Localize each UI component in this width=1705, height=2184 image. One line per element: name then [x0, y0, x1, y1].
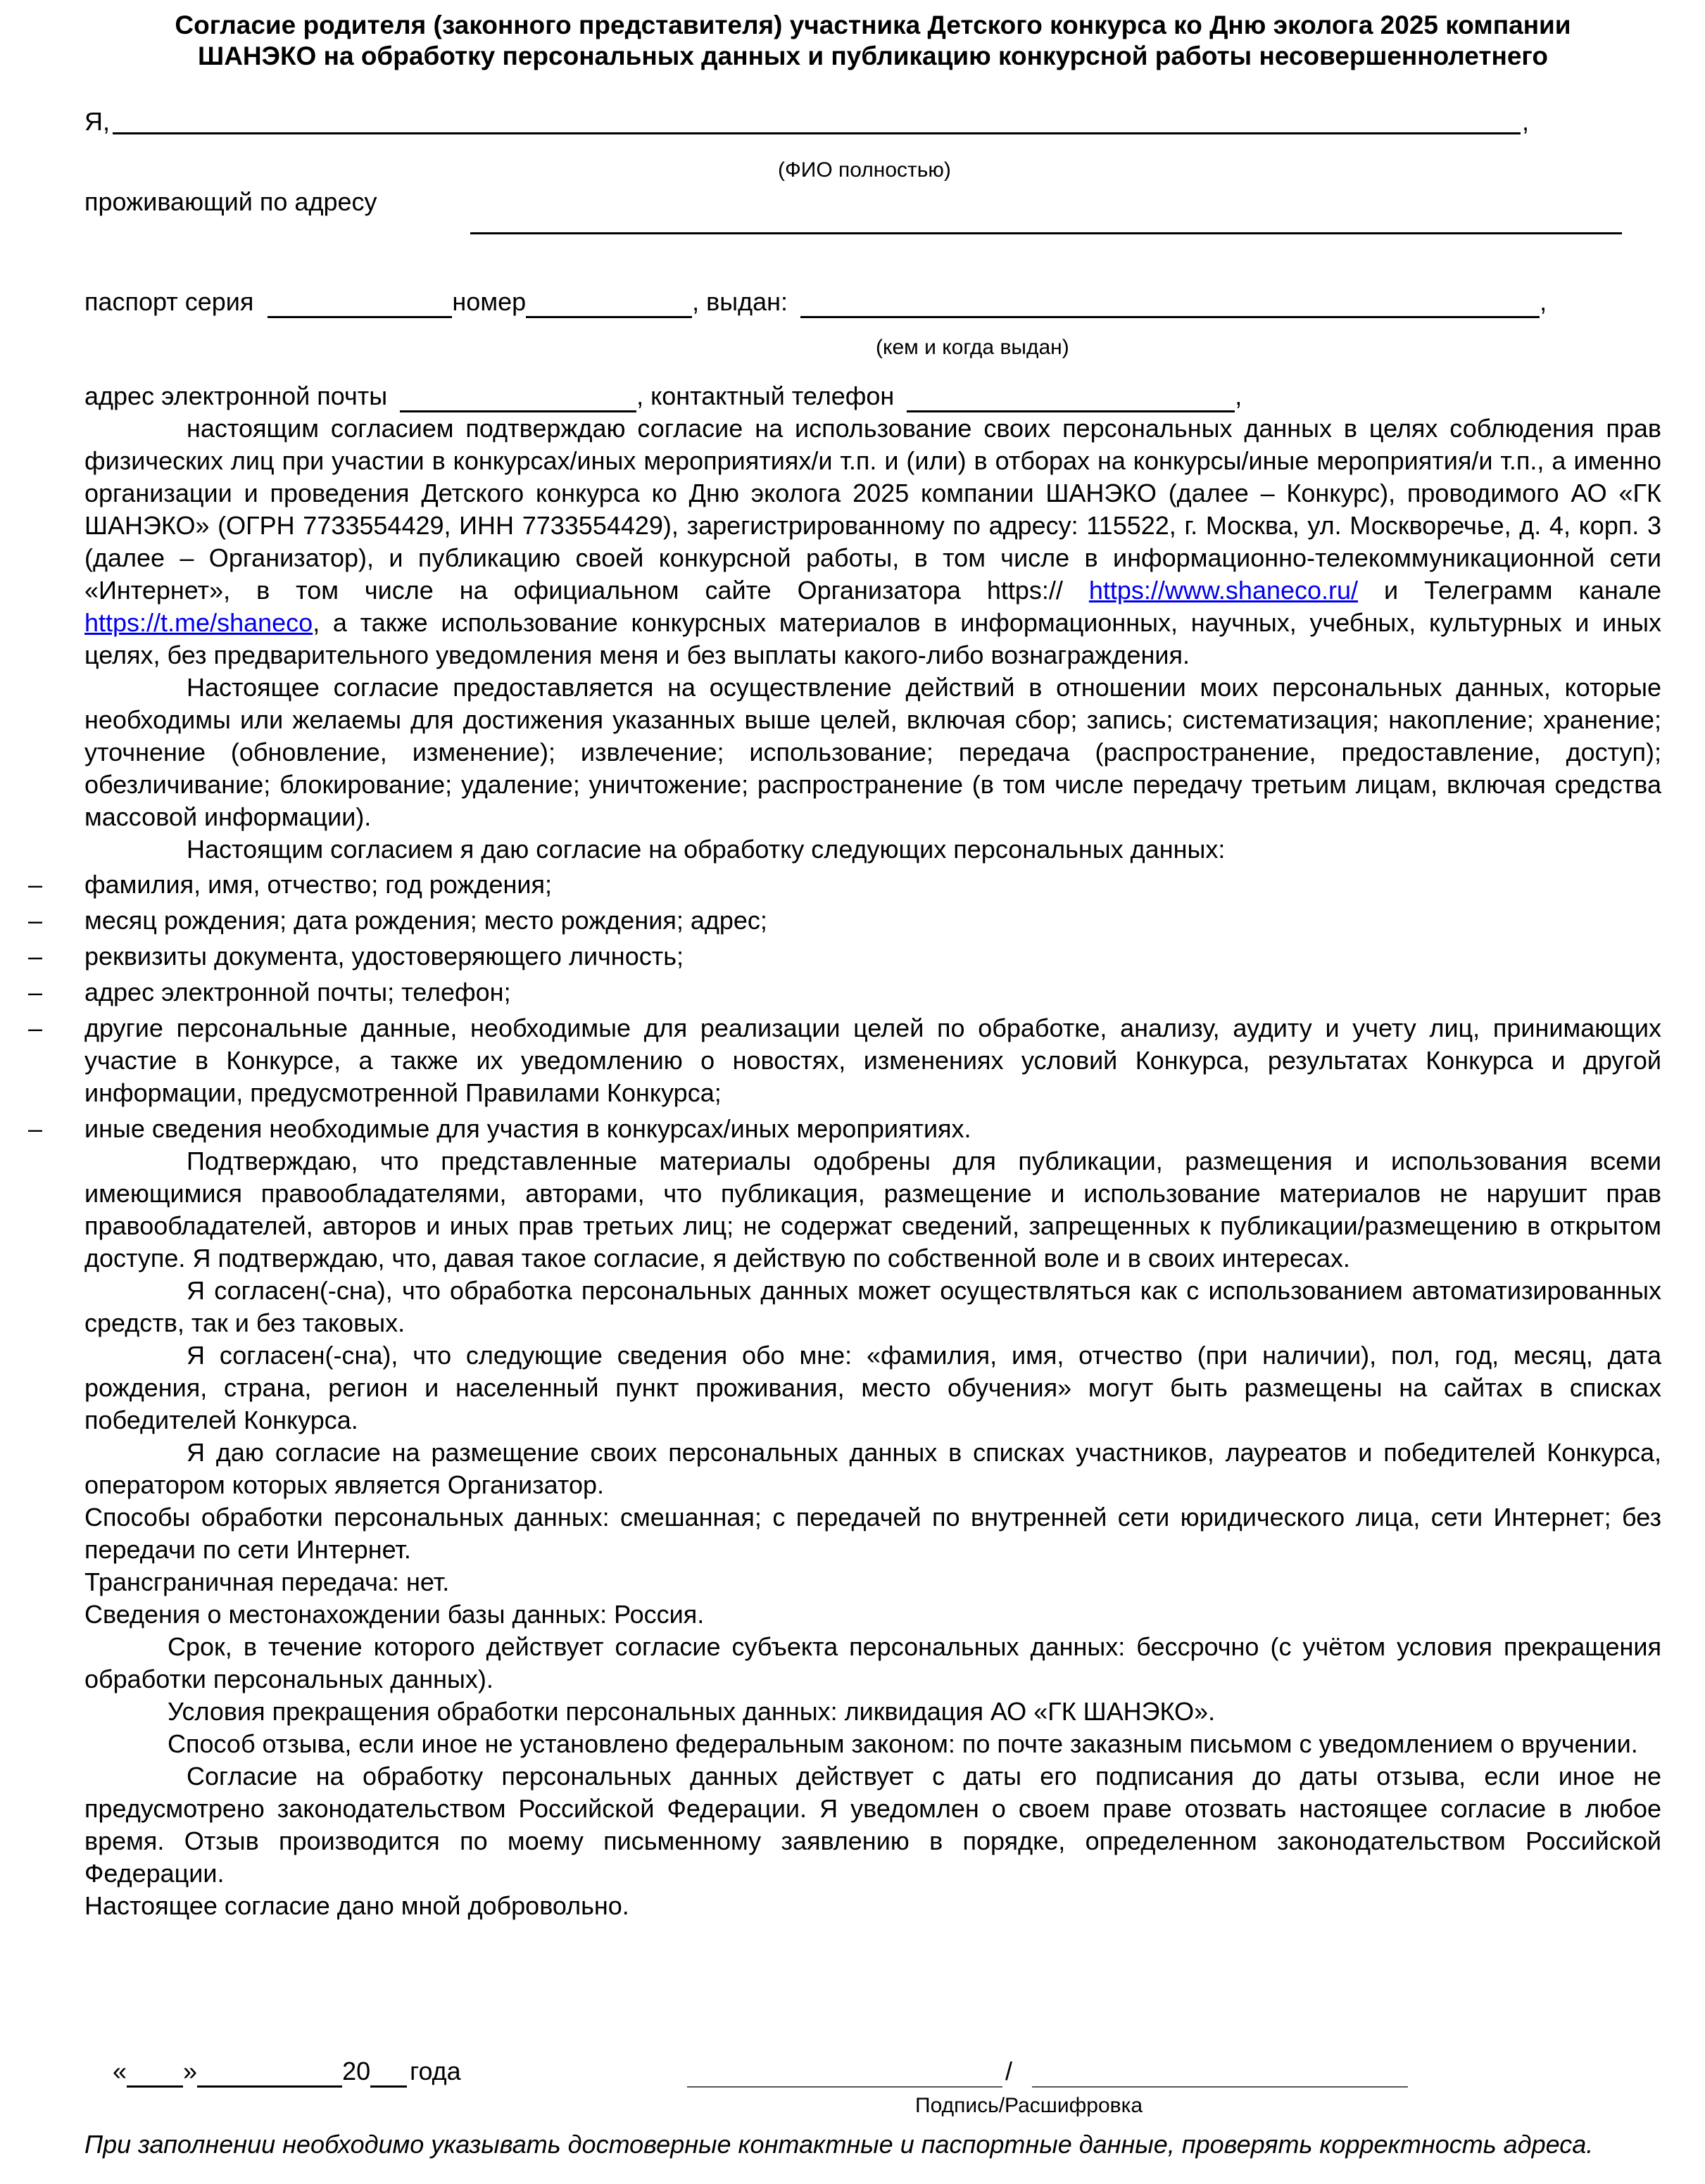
list-item: [28, 940, 1661, 973]
purpose-text-c: , а также использование конкурсных материалов в информационных, научных, учебных, культурных и иных целях, без предварительного уведомления меня и без выплаты какого-либо вознаграждения.: [84, 608, 1661, 669]
passport-issued-label: , выдан:: [692, 287, 788, 316]
consent-body: [28, 412, 1661, 1922]
purpose-text-b: и Телеграмм канале: [1384, 576, 1661, 605]
paragraph-lists: Я даю согласие на размещение своих персональных данных в списках участников, лауреатов и победителей Конкурса, оператором которых является Организатор.: [84, 1438, 1661, 1499]
fio-row: [84, 106, 110, 138]
paragraph-validity: Согласие на обработку персональных данных действует с даты его подписания до даты отзыва, если иное не предусмотрено законодательством Российской Федерации. Я уведомлен о своем праве отозвать настоящее согласие в любое время. Отзыв производится по моему письменному заявлению в порядке, определенном законодательством Российской Федерации.: [84, 1762, 1661, 1888]
month-field[interactable]: [197, 2063, 342, 2088]
phone-field[interactable]: [907, 388, 1235, 412]
paragraph-term: Срок, в течение которого действует согласие субъекта персональных данных: бессрочно (с учётом условия прекращения обработки персональных данных).: [84, 1632, 1661, 1693]
fio-caption: (ФИО полностью): [778, 158, 951, 182]
phone-comma: ,: [1235, 381, 1242, 410]
contacts-row: [84, 380, 1242, 412]
passport-series-field[interactable]: [268, 293, 452, 318]
passport-number-label: номер: [452, 287, 527, 316]
paragraph-termination: Условия прекращения обработки персональных данных: ликвидация АО «ГК ШАНЭКО».: [168, 1697, 1216, 1726]
fio-comma: ,: [1522, 107, 1530, 136]
list-item: [28, 976, 1661, 1009]
year-prefix: 20: [342, 2057, 371, 2085]
email-label: адрес электронной почты: [84, 381, 388, 410]
ya-label: Я,: [84, 107, 110, 136]
list-item: [28, 1012, 1661, 1109]
dash-marker: –: [28, 870, 43, 899]
site-link[interactable]: https://www.shaneco.ru/: [1088, 576, 1359, 605]
list-item: [28, 1113, 1661, 1145]
list-item-text: реквизиты документа, удостоверяющего личность;: [84, 942, 684, 971]
list-item-text: фамилия, имя, отчество; год рождения;: [84, 870, 553, 899]
paragraph-purpose: [84, 412, 1661, 671]
list-item-text: иные сведения необходимые для участия в конкурсах/иных мероприятиях.: [84, 1114, 971, 1143]
passport-issued-field[interactable]: [800, 293, 1540, 318]
dash-marker: –: [28, 1014, 43, 1042]
paragraph-db-location: Сведения о местонахождении базы данных: Россия.: [84, 1600, 705, 1629]
dash-marker: –: [28, 978, 43, 1006]
footnote: При заполнении необходимо указывать достоверные контактные и паспортные данные, проверять корректность адреса.: [84, 2130, 1594, 2159]
paragraph-rights: Подтверждаю, что представленные материалы одобрены для публикации, размещения и использования всеми имеющимися правообладателями, авторами, что публикация, размещение и использование материалов не нарушит прав правообладателей, авторов и иных прав третьих лиц; не содержат сведений, запрещенных к публикации/размещению в открытом доступе. Я подтверждаю, что, давая такое согласие, я действую по собственной воле и в своих интересах.: [84, 1147, 1661, 1273]
address-label: проживающий по адресу: [84, 187, 377, 216]
year-suffix: года: [410, 2057, 461, 2085]
paragraph-voluntary: Настоящее согласие дано мной добровольно.: [84, 1891, 629, 1920]
list-item-text: месяц рождения; дата рождения; место рождения; адрес;: [84, 906, 767, 935]
list-item-text: другие персональные данные, необходимые для реализации целей по обработке, анализу, аудиту и учету лиц, принимающих участие в Конкурсе, а также их уведомлению о новостях, изменениях условий Конкурса, результатах Конкурса и другой информации, предусмотренной Правилами Конкурса;: [84, 1014, 1661, 1107]
email-field[interactable]: [400, 388, 636, 412]
phone-label: , контактный телефон: [636, 381, 895, 410]
list-item-text: адрес электронной почты; телефон;: [84, 978, 511, 1006]
purpose-text-a: настоящим согласием подтверждаю согласие на использование своих персональных данных в целях соблюдения прав физических лиц при участии в конкурсах/иных мероприятиях/и т.п. и (или) в отборах на конкурсы/иные мероприятия/и т.п., а именно организации и проведения Детского конкурса ко Дню эколога 2025 компании ШАНЭКО (далее – Конкурс), проводимого АО «ГК ШАНЭКО» (ОГРН 7733554429, ИНН 7733554429), зарегистрированному по адресу: 115522, г. Москва, ул. Москворечье, д. 4, корп. 3 (далее – Организатор), и публикацию своей конкурсной работы, в том числе в информационно-телекоммуникационной сети «Интернет», в том числе на официальном сайте Организатора https://: [84, 414, 1661, 605]
date-row: [113, 2055, 461, 2088]
personal-data-list: [28, 869, 1661, 1145]
title-line-1: Согласие родителя (законного представителя) участника Детского конкурса ко Дню эколога 2025 компании: [175, 11, 1571, 39]
address-line[interactable]: [470, 232, 1622, 234]
list-item: [28, 869, 1661, 901]
paragraph-actions: Настоящее согласие предоставляется на осуществление действий в отношении моих персональных данных, которые необходимы или желаемы для достижения указанных выше целей, включая сбор; запись; систематизация; накопление; хранение; уточнение (обновление, изменение); извлечение; использование; передача (распространение, предоставление, доступ); обезличивание; блокирование; удаление; уничтожение; распространение (в том числе передачу третьим лицам, включая средства массовой информации).: [84, 673, 1661, 831]
signature-caption: Подпись/Расшифровка: [915, 2094, 1143, 2117]
issued-comma: ,: [1540, 287, 1547, 316]
consent-document: [28, 0, 1661, 2184]
issued-caption: (кем и когда выдан): [876, 336, 1069, 359]
dash-marker: –: [28, 906, 43, 935]
paragraph-methods: Способы обработки персональных данных: смешанная; с передачей по внутренней сети юридического лица, сети Интернет; без передачи по сети Интернет.: [84, 1503, 1661, 1564]
telegram-link[interactable]: https://t.me/shaneco: [84, 608, 313, 637]
signature-slash: /: [1005, 2057, 1013, 2085]
passport-number-field[interactable]: [526, 293, 692, 318]
paragraph-withdrawal: Способ отзыва, если иное не установлено федеральным законом: по почте заказным письмом с уведомлением о вручении.: [168, 1729, 1638, 1758]
signature-line[interactable]: [687, 2086, 1002, 2088]
paragraph-publication: Я согласен(-сна), что следующие сведения обо мне: «фамилия, имя, отчество (при наличии), пол, год, месяц, дата рождения, страна, регион и населенный пункт проживания, место обучения» могут быть размещены на сайтах в списках победителей Конкурса.: [84, 1341, 1661, 1434]
title-line-2: ШАНЭКО на обработку персональных данных и публикацию конкурсной работы несовершеннолетнего: [198, 42, 1548, 70]
signature-decoding-line[interactable]: [1032, 2086, 1408, 2088]
paragraph-data-list-intro: Настоящим согласием я даю согласие на обработку следующих персональных данных:: [187, 835, 1226, 864]
day-field[interactable]: [127, 2063, 183, 2088]
paragraph-crossborder: Трансграничная передача: нет.: [84, 1567, 450, 1596]
passport-row: [84, 286, 1547, 318]
quote-open: «: [113, 2057, 127, 2085]
paragraph-automation: Я согласен(-сна), что обработка персональных данных может осуществляться как с использованием автоматизированных средств, так и без таковых.: [84, 1276, 1661, 1337]
passport-series-label: паспорт серия: [84, 287, 254, 316]
quote-close: »: [183, 2057, 198, 2085]
dash-marker: –: [28, 1114, 43, 1143]
list-item: [28, 904, 1661, 937]
year-field[interactable]: [370, 2063, 407, 2088]
document-title: [84, 10, 1661, 72]
dash-marker: –: [28, 942, 43, 971]
fio-line[interactable]: [113, 132, 1521, 134]
